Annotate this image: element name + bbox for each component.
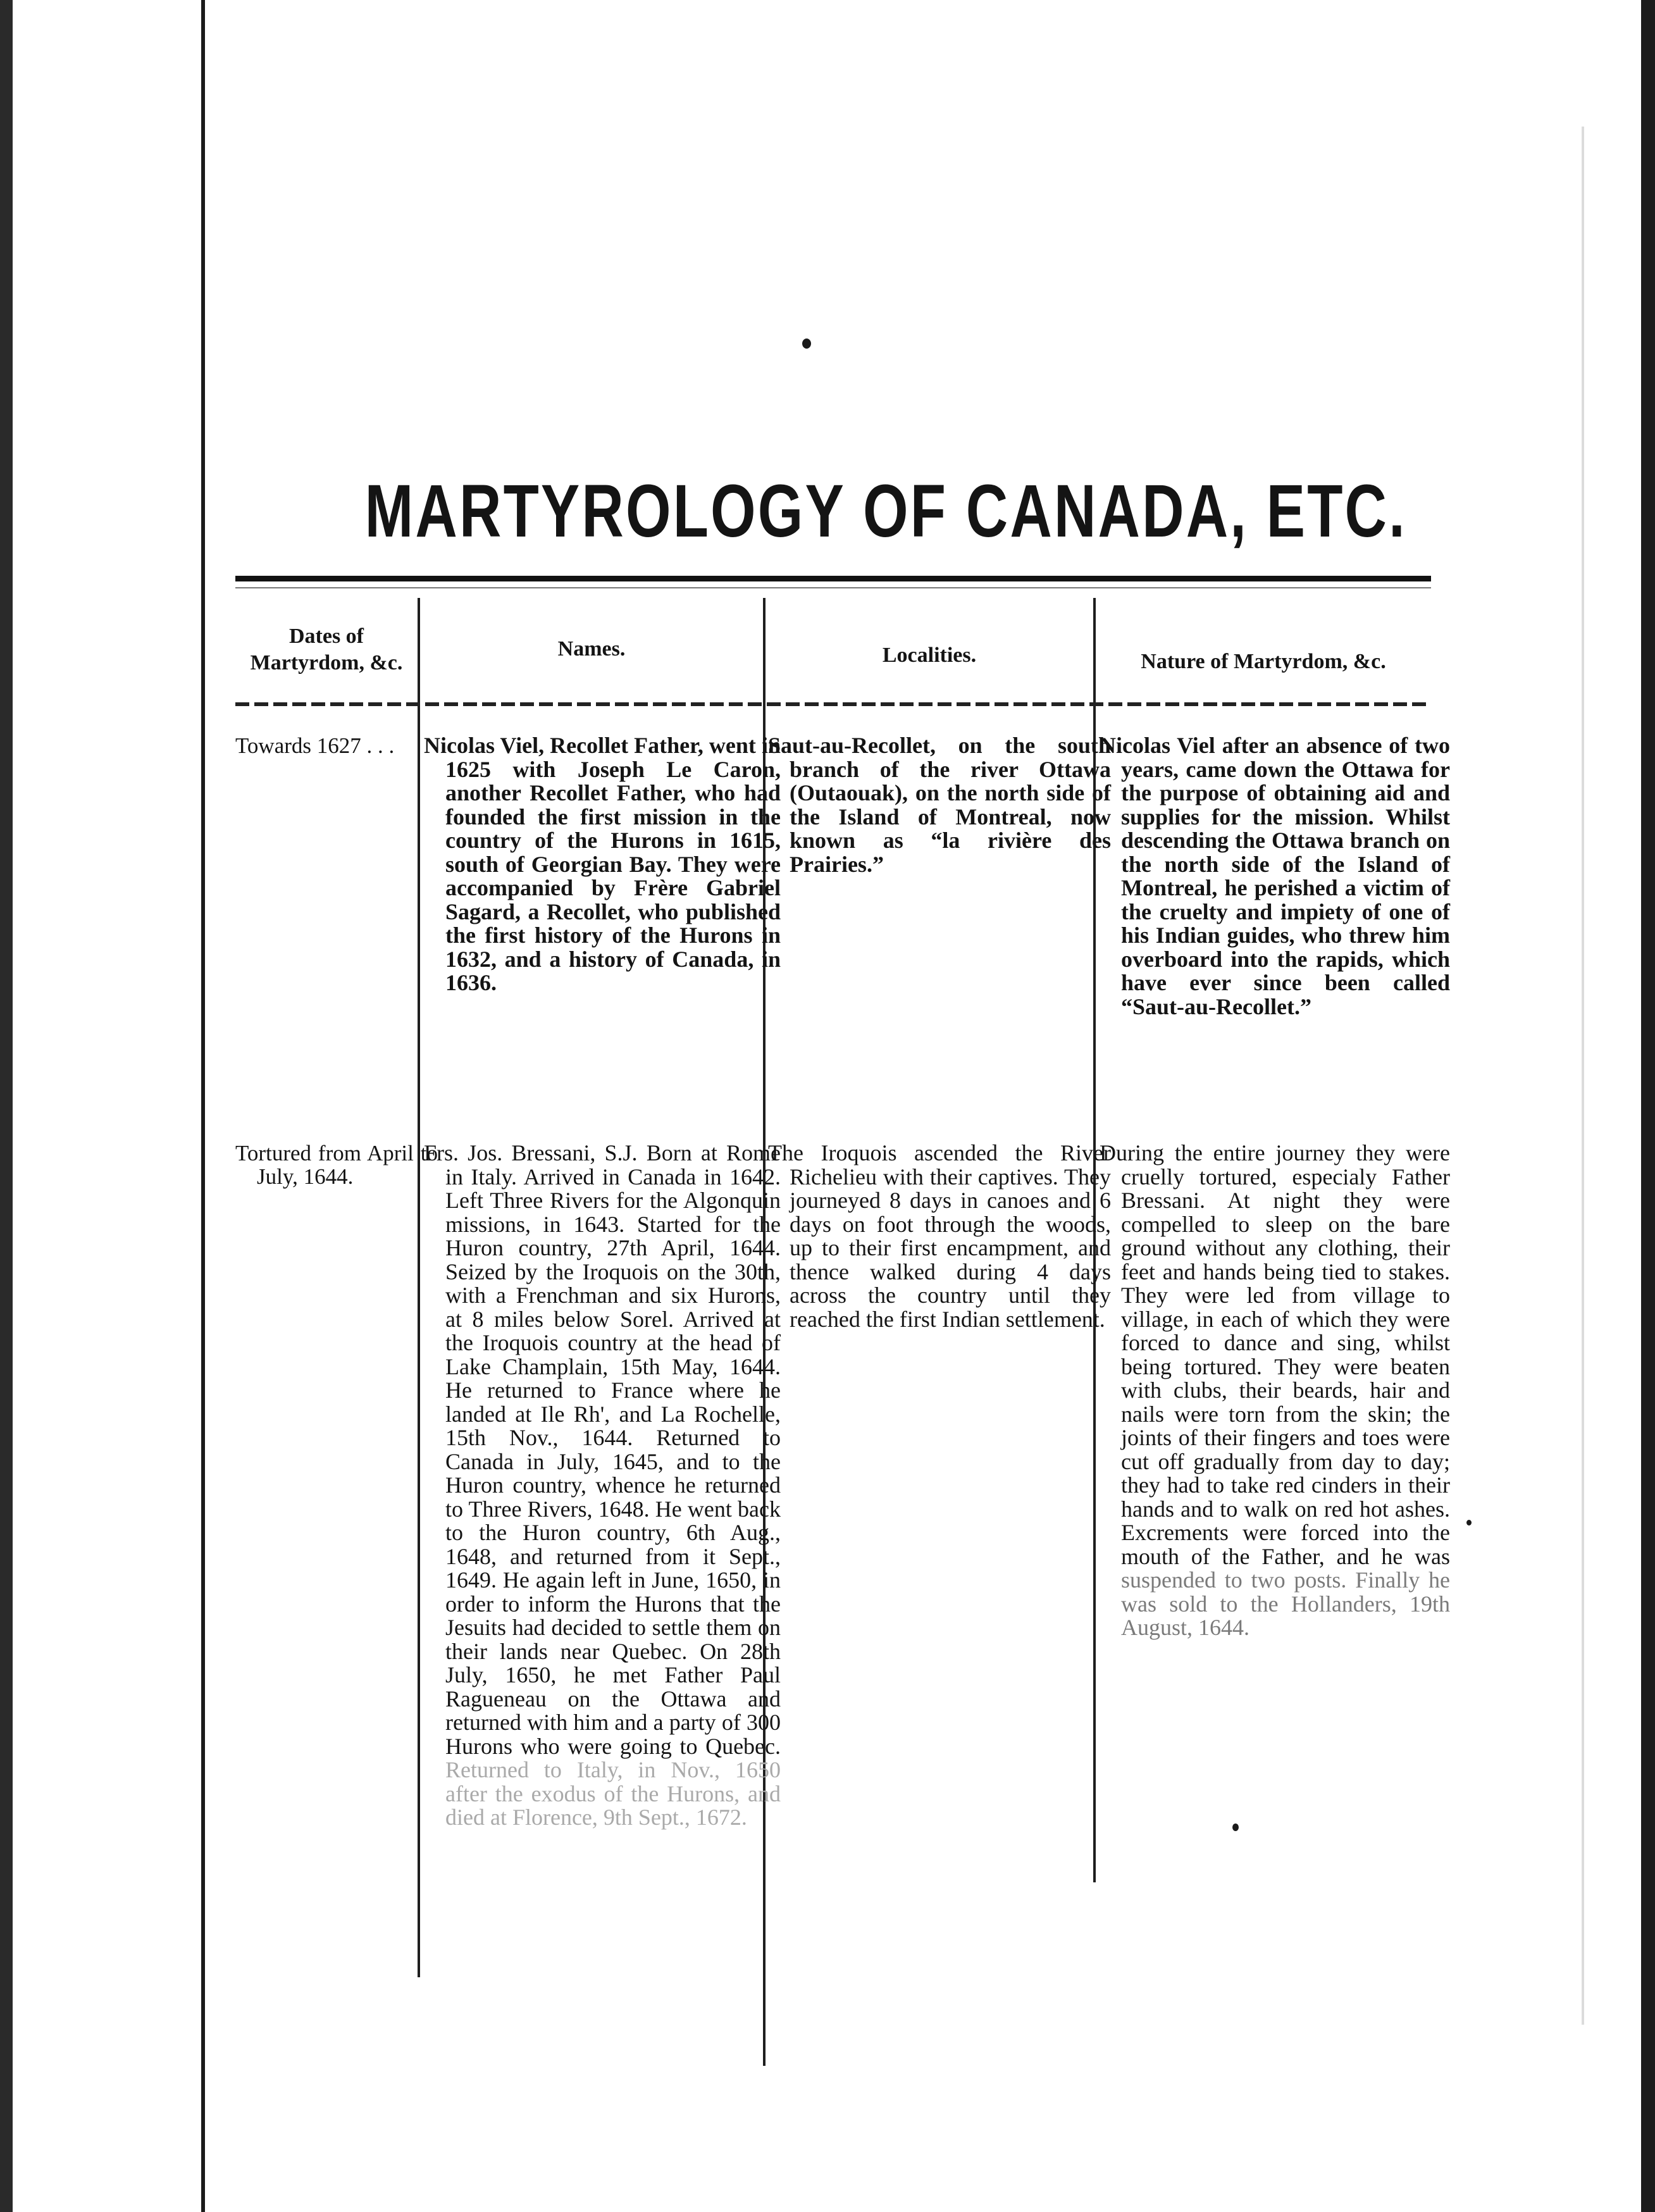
scan-speck (1466, 1520, 1472, 1525)
scan-speck (802, 339, 811, 349)
row2-names (424, 1141, 781, 1830)
row1-nature: Nicolas Viel after an absence of two years, came down the Ottawa for the purpose of obtaining aid and supplies for the mission. Whilst descending the Ottawa branch on the north side of the Island of Montreal, he perished a victim of the cruelty and impiety of one of his Indian guides, who threw him overboard into the rapids, which have ever since been called “Saut-au-Recollet.” (1100, 733, 1450, 1019)
row2-nature (1100, 1141, 1450, 1640)
title-rule (235, 576, 1431, 581)
scan-page-edge (0, 0, 205, 2212)
scan-gutter (0, 0, 13, 2212)
scan-right-edge (1641, 0, 1655, 2212)
row2-localities: The Iroquois ascended the River Richelieu with their captives. They journeyed 8 days in canoes and 6 days on foot through the woods, up to their first encampment, and thence walked during 4 days across the country until they reached the first Indian settlement. (768, 1140, 1111, 1332)
page-title: MARTYROLOGY OF CANADA, ETC. (364, 469, 1407, 553)
faint-bleed-line (1582, 127, 1584, 2025)
header-dates: Dates of Martyrdom, &c. (250, 624, 403, 674)
row1-localities: Saut-au-Recollet, on the south branch of the river Ottawa (Outaouak), on the north side of the Island of Montreal, now known as “la rivière des Prairies.” (768, 733, 1111, 877)
row2-names-faded: Returned to Italy, in Nov., 1650 after the exodus of the Hurons, and died at Florence, 9th Sept., 1672. (445, 1757, 781, 1830)
column-divider (418, 598, 420, 1977)
row2-date: Tortured from April to July, 1644. (235, 1141, 438, 1189)
row2-names-main: Frs. Jos. Bressani, S.J. Born at Rome in Italy. Arrived in Canada in 1642. Left Three Rivers for the Algonquin missions, in 1643. Started for the Huron country, 27th April, 1644. Seized by the Iroquois on the 30th, with a Frenchman and six Hurons, at 8 miles below Sorel. Arrived at the Iroquois country at the head of Lake Champlain, 15th May, 1644. He returned to France where he landed at Ile Rh', and La Rochelle, 15th Nov., 1644. Returned to Canada in July, 1645, and to the Huron country, whence he returned to Three Rivers, 1648. He went back to the Huron country, 6th Aug., 1648, and returned from it Sept., 1649. He again left in June, 1650, in order to inform the Hurons that the Jesuits had decided to settle them on their lands near Quebec. On 28th July, 1650, he met Father Paul Ragueneau on the Ottawa and returned with him and a party of 300 Hurons who were going to Quebec. (424, 1140, 781, 1759)
scan-speck (1232, 1824, 1239, 1831)
header-rule (235, 702, 1431, 706)
header-nature: Nature of Martyrdom, &c. (1141, 650, 1386, 673)
header-names: Names. (557, 637, 626, 661)
row2-nature-faded: suspended to two posts. Finally he was sold to the Hollanders, 19th August, 1644. (1121, 1567, 1450, 1640)
header-localities: Localities. (882, 643, 977, 667)
title-rule-thin (235, 587, 1431, 588)
row1-date: Towards 1627 . . . (235, 733, 395, 758)
row2-nature-main: During the entire journey they were cruelly tortured, especialy Father Bressani. At night they were compelled to sleep on the bare ground without any clothing, their feet and hands being tied to stakes. They were led from village to village, in each of which they were forced to dance and sing, whilst being tortured. They were beaten with clubs, their beards, hair and nails were torn from the skin; the joints of their fingers and toes were cut off gradually from day to day; they had to take red cinders in their hands and to walk on red hot ashes. Excrements were forced into the mouth of the Father, and he was (1100, 1140, 1450, 1569)
row1-names: Nicolas Viel, Recollet Father, went in 1625 with Joseph Le Caron, another Recollet Father, who had founded the first mission in the country of the Hurons in 1615, south of Georgian Bay. They were accompanied by Frère Gabriel Sagard, a Recollet, who published the first history of the Hurons in 1632, and a history of Canada, in 1636. (424, 733, 781, 995)
